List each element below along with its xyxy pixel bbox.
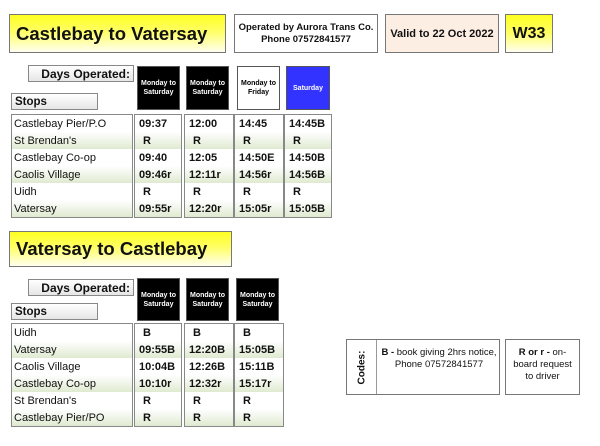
code-b-description: B - book giving 2hrs notice, Phone 07572841577 <box>381 347 497 370</box>
outbound-times-column <box>134 114 182 218</box>
time-cell: R <box>235 409 283 426</box>
stop-name: Uidh <box>14 326 37 339</box>
time-cell: 12:00 <box>189 117 218 130</box>
time-cell: 10:04B <box>139 360 176 373</box>
codes-legend <box>346 339 500 395</box>
time-cell: 12:20r <box>185 200 233 217</box>
outbound-times-column <box>184 114 234 218</box>
time-cell: 09:46r <box>135 166 181 183</box>
time-cell: 14:50B <box>289 151 326 164</box>
stop-name: Caolis Village <box>14 360 81 373</box>
time-cell: R <box>193 185 201 198</box>
return-times-column <box>134 323 182 427</box>
stop-name: Castlebay Pier/P.O <box>14 117 107 130</box>
time-cell: 09:40 <box>139 151 168 164</box>
stop-name: Castlebay Co-op <box>12 375 132 392</box>
stop-name: St Brendan's <box>14 394 77 407</box>
time-cell: 15:11B <box>239 360 275 373</box>
time-cell: 10:10r <box>135 375 181 392</box>
time-cell: 09:55r <box>135 200 181 217</box>
time-cell: R <box>135 132 181 149</box>
time-cell: 09:55B <box>135 341 181 358</box>
time-cell: 15:17r <box>235 375 283 392</box>
time-cell: 09:37 <box>139 117 168 130</box>
operator-info: Operated by Aurora Trans Co. Phone 07572841577 <box>234 14 378 53</box>
time-cell: R <box>285 132 331 149</box>
time-cell: B <box>193 326 201 339</box>
stop-name: St Brendan's <box>12 132 132 149</box>
time-cell: R <box>243 394 251 407</box>
time-cell: 14:56B <box>285 166 331 183</box>
stop-name: Caolis Village <box>12 166 132 183</box>
outbound-stops-column <box>11 114 133 218</box>
time-cell: 15:05r <box>235 200 283 217</box>
time-cell: R <box>135 409 181 426</box>
time-cell: R <box>243 185 251 198</box>
outbound-times-column <box>234 114 284 218</box>
day-header: Monday to Friday <box>237 66 280 110</box>
time-cell: 15:05B <box>285 200 331 217</box>
route-number: W33 <box>505 14 553 53</box>
time-cell: R <box>235 132 283 149</box>
codes-label: Codes: <box>347 340 377 394</box>
time-cell: 14:56r <box>235 166 283 183</box>
code-r-description: R or r - on-board request to driver <box>505 339 580 395</box>
time-cell: R <box>143 394 151 407</box>
stop-name: Castlebay Co-op <box>14 151 96 164</box>
time-cell: B <box>243 326 251 339</box>
time-cell: 14:45B <box>289 117 326 130</box>
time-cell: R <box>193 394 201 407</box>
time-cell: 12:05 <box>189 151 218 164</box>
day-header: Monday to Saturday <box>186 66 229 110</box>
time-cell: 12:11r <box>185 166 233 183</box>
stop-name: Castlebay Pier/PO <box>12 409 132 426</box>
time-cell: R <box>185 132 233 149</box>
day-header: Monday to Saturday <box>236 278 279 321</box>
days-operated-label: Days Operated: <box>28 65 134 82</box>
time-cell: 15:05B <box>235 341 283 358</box>
day-header: Monday to Saturday <box>137 66 180 110</box>
time-cell: 14:50E <box>239 151 275 164</box>
stops-label: Stops <box>11 303 98 320</box>
outbound-title: Castlebay to Vatersay <box>9 14 226 53</box>
time-cell: B <box>143 326 151 339</box>
return-stops-column <box>11 323 133 427</box>
day-header: Monday to Saturday <box>186 278 229 321</box>
outbound-times-column <box>284 114 332 218</box>
time-cell: 12:20B <box>185 341 233 358</box>
time-cell: 14:45 <box>239 117 268 130</box>
days-operated-label: Days Operated: <box>28 279 134 296</box>
time-cell: R <box>293 185 301 198</box>
day-header: Saturday <box>286 66 330 110</box>
valid-date: Valid to 22 Oct 2022 <box>385 14 499 53</box>
time-cell: 12:32r <box>185 375 233 392</box>
return-times-column <box>184 323 234 427</box>
stop-name: Uidh <box>14 185 37 198</box>
time-cell: 12:26B <box>189 360 226 373</box>
time-cell: R <box>185 409 233 426</box>
day-header: Monday to Saturday <box>137 278 180 321</box>
stops-label: Stops <box>11 93 98 110</box>
time-cell: R <box>143 185 151 198</box>
stop-name: Vatersay <box>12 200 132 217</box>
return-times-column <box>234 323 284 427</box>
return-title: Vatersay to Castlebay <box>9 231 232 267</box>
stop-name: Vatersay <box>12 341 132 358</box>
